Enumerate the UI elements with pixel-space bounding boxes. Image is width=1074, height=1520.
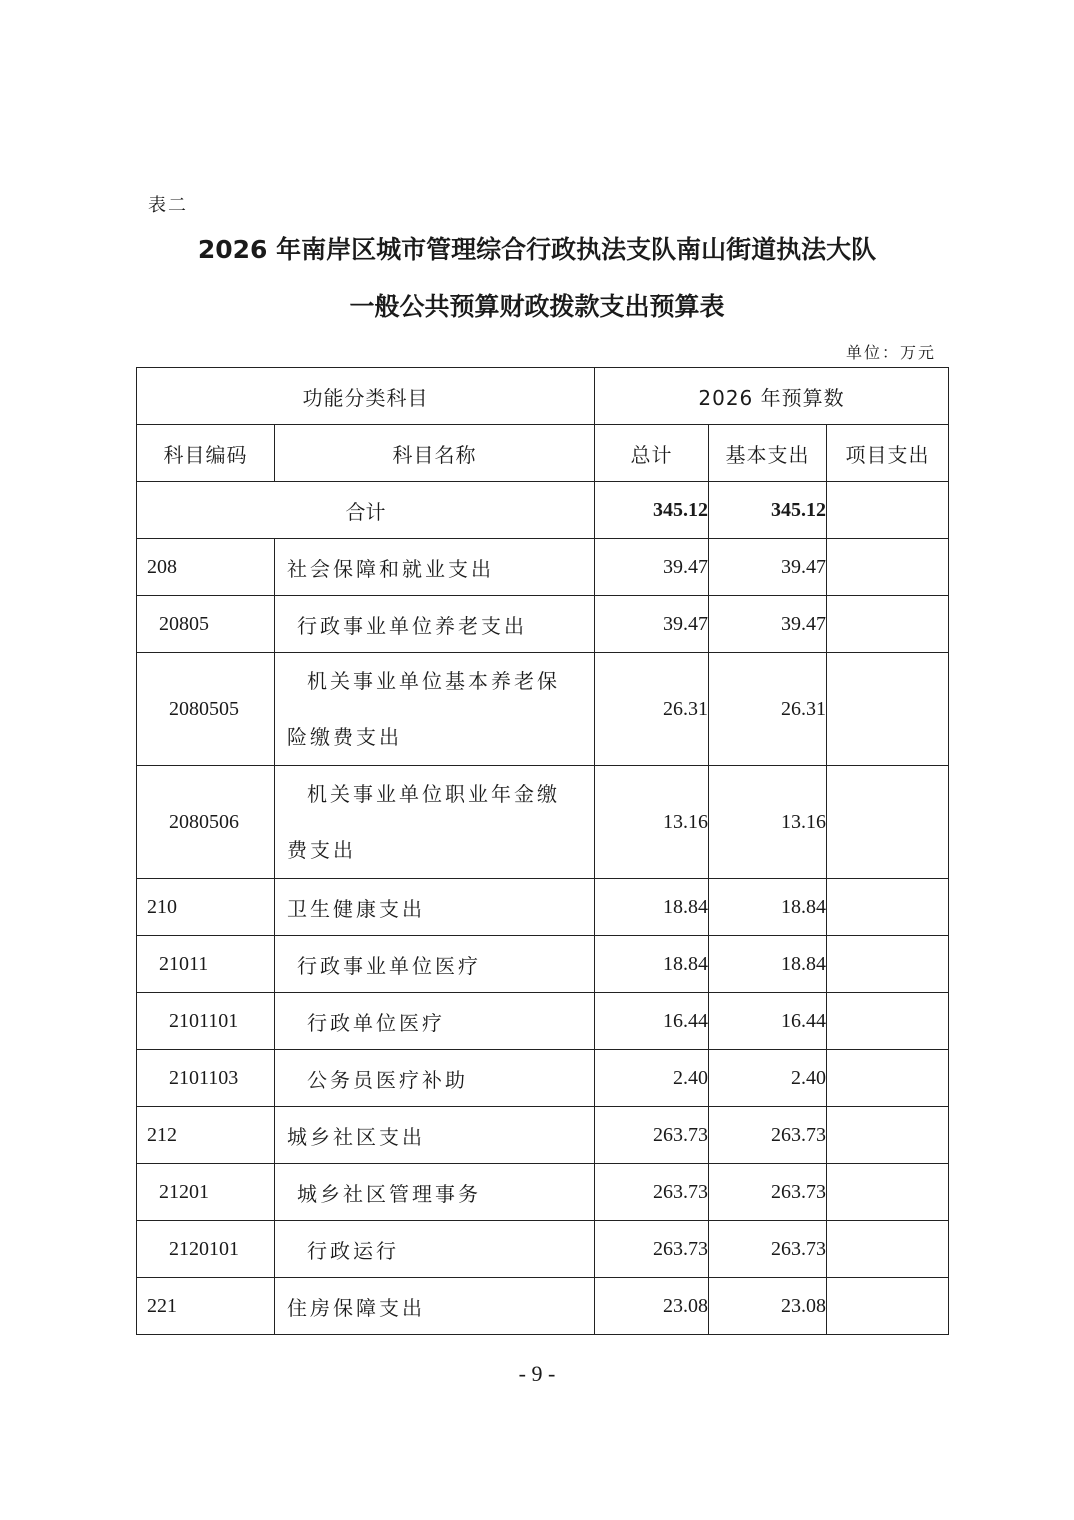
row-code: 221 — [137, 1278, 275, 1335]
row-basic: 2.40 — [709, 1050, 827, 1107]
total-row — [137, 482, 949, 539]
table-row — [137, 1278, 949, 1335]
row-code: 2120101 — [137, 1221, 275, 1278]
row-total: 18.84 — [595, 936, 709, 993]
row-basic: 23.08 — [709, 1278, 827, 1335]
row-total: 2.40 — [595, 1050, 709, 1107]
total-basic: 345.12 — [709, 482, 827, 539]
table-row — [137, 1050, 949, 1107]
total-project — [827, 482, 949, 539]
table-row — [137, 596, 949, 653]
table-row — [137, 653, 949, 766]
row-code: 208 — [137, 539, 275, 596]
header-row-group — [137, 368, 949, 425]
header-function-classification: 功能分类科目 — [137, 368, 595, 425]
row-project — [827, 596, 949, 653]
table-row — [137, 936, 949, 993]
row-basic: 16.44 — [709, 993, 827, 1050]
row-total: 16.44 — [595, 993, 709, 1050]
row-code: 212 — [137, 1107, 275, 1164]
row-code: 2080506 — [137, 766, 275, 879]
row-code: 21201 — [137, 1164, 275, 1221]
row-name: 机关事业单位职业年金缴费支出 — [275, 766, 595, 879]
table-row — [137, 1164, 949, 1221]
row-total: 263.73 — [595, 1221, 709, 1278]
title-line-2: 一般公共预算财政拨款支出预算表 — [349, 292, 725, 321]
row-code: 2080505 — [137, 653, 275, 766]
row-project — [827, 1050, 949, 1107]
row-name: 行政单位医疗 — [275, 993, 595, 1050]
row-basic: 39.47 — [709, 596, 827, 653]
table-row — [137, 1221, 949, 1278]
header-code: 科目编码 — [137, 425, 275, 482]
row-code: 210 — [137, 879, 275, 936]
row-name: 机关事业单位基本养老保险缴费支出 — [275, 653, 595, 766]
row-basic: 13.16 — [709, 766, 827, 879]
row-basic: 263.73 — [709, 1107, 827, 1164]
table-row — [137, 993, 949, 1050]
row-project — [827, 879, 949, 936]
title-line-1: 2026 年南岸区城市管理综合行政执法支队南山街道执法大队 — [197, 235, 877, 264]
header-row-columns — [137, 425, 949, 482]
row-code: 21011 — [137, 936, 275, 993]
row-project — [827, 1164, 949, 1221]
row-total: 39.47 — [595, 596, 709, 653]
header-project: 项目支出 — [827, 425, 949, 482]
header-name: 科目名称 — [275, 425, 595, 482]
row-name: 行政运行 — [275, 1221, 595, 1278]
row-code: 2101101 — [137, 993, 275, 1050]
row-name: 社会保障和就业支出 — [275, 539, 595, 596]
row-name: 城乡社区支出 — [275, 1107, 595, 1164]
table-label: 表二 — [148, 195, 188, 216]
row-project — [827, 936, 949, 993]
row-basic: 263.73 — [709, 1221, 827, 1278]
budget-table — [136, 367, 949, 1335]
row-total: 26.31 — [595, 653, 709, 766]
row-total: 13.16 — [595, 766, 709, 879]
row-basic: 18.84 — [709, 879, 827, 936]
unit-label: 单位：万元 — [845, 343, 936, 362]
row-name: 公务员医疗补助 — [275, 1050, 595, 1107]
row-total: 263.73 — [595, 1107, 709, 1164]
row-name: 卫生健康支出 — [275, 879, 595, 936]
total-total: 345.12 — [595, 482, 709, 539]
header-budget-2026: 2026 年预算数 — [595, 368, 949, 425]
total-label: 合计 — [137, 482, 595, 539]
header-total: 总计 — [595, 425, 709, 482]
row-project — [827, 1221, 949, 1278]
row-code: 20805 — [137, 596, 275, 653]
row-name: 行政事业单位医疗 — [275, 936, 595, 993]
row-project — [827, 766, 949, 879]
row-code: 2101103 — [137, 1050, 275, 1107]
page-number: - 9 - — [518, 1361, 556, 1386]
row-project — [827, 1278, 949, 1335]
row-name: 住房保障支出 — [275, 1278, 595, 1335]
table-row — [137, 879, 949, 936]
table-row — [137, 1107, 949, 1164]
row-total: 23.08 — [595, 1278, 709, 1335]
row-project — [827, 993, 949, 1050]
row-total: 39.47 — [595, 539, 709, 596]
row-total: 18.84 — [595, 879, 709, 936]
row-basic: 18.84 — [709, 936, 827, 993]
row-name: 行政事业单位养老支出 — [275, 596, 595, 653]
table-row — [137, 539, 949, 596]
row-project — [827, 653, 949, 766]
row-basic: 39.47 — [709, 539, 827, 596]
row-basic: 26.31 — [709, 653, 827, 766]
row-name: 城乡社区管理事务 — [275, 1164, 595, 1221]
table-row — [137, 766, 949, 879]
row-project — [827, 1107, 949, 1164]
row-basic: 263.73 — [709, 1164, 827, 1221]
row-project — [827, 539, 949, 596]
header-basic: 基本支出 — [709, 425, 827, 482]
row-total: 263.73 — [595, 1164, 709, 1221]
